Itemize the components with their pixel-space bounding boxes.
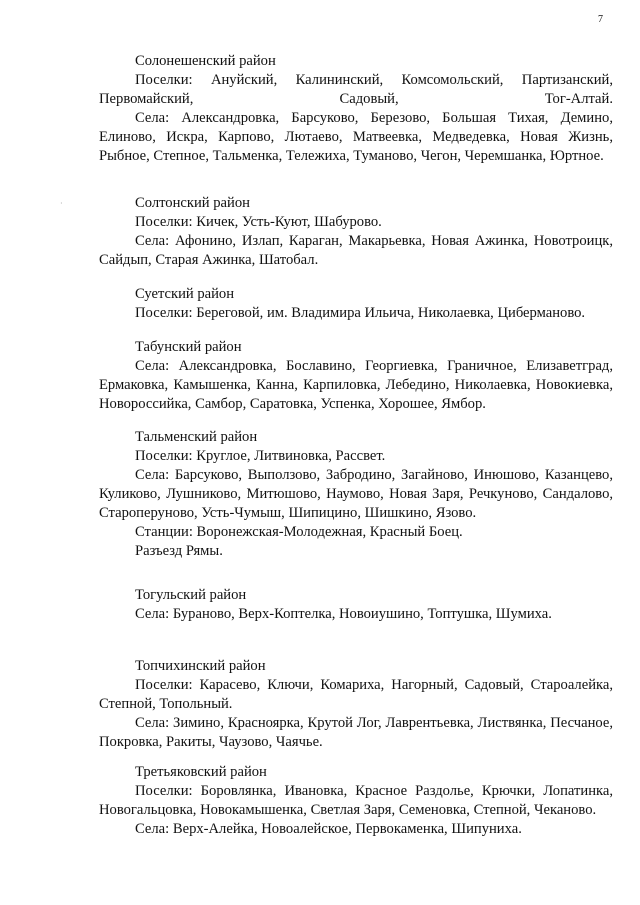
paragraph-settlements: Поселки: Ануйский, Калининский, Комсомольский, Партизанский, Первомайский, Садовый, Тог-Алтай.: [99, 72, 613, 107]
paragraph-settlements: Поселки: Боровлянка, Ивановка, Красное Раздолье, Крючки, Лопатинка, Новогальцовка, Новокамышенка, Светлая Заря, Семеновка, Степной, Чеканово.: [99, 783, 613, 818]
section-title: Суетский район: [135, 286, 235, 302]
section-topchikhinsky: [99, 657, 613, 752]
paragraph-settlements: Поселки: Круглое, Литвиновка, Рассвет.: [135, 448, 386, 464]
paragraph-villages: Села: Барсуково, Выползово, Забродино, Загайново, Инюшово, Казанцево, Куликово, Лушниково, Митюшово, Наумово, Новая Заря, Речкуново, Сандалово, Староперуново, Усть-Чумыш, Шипицино, Шишкино, Язово.: [99, 467, 614, 521]
paragraph-villages: Села: Александровка, Барсуково, Березово, Большая Тихая, Демино, Елиново, Искра, Карпово, Лютаево, Матвеевка, Медведевка, Новая Жизнь, Рыбное, Степное, Тальменка, Тележиха, Туманово, Чегон, Черемшанка, Юртное.: [99, 110, 613, 164]
margin-mark: ·: [60, 199, 63, 208]
section-talmensky: [99, 428, 613, 561]
paragraph-settlements: Поселки: Карасево, Ключи, Комариха, Нагорный, Садовый, Староалейка, Степной, Топольный.: [99, 677, 613, 712]
section-title: Табунский район: [135, 339, 242, 355]
section-title: Солтонский район: [135, 195, 250, 211]
paragraph-junctions: Разъезд Рямы.: [135, 543, 223, 559]
section-soltonsky: [99, 194, 613, 270]
paragraph-villages: Села: Зимино, Красноярка, Крутой Лог, Лаврентьевка, Листвянка, Песчаное, Покровка, Ракиты, Чаузово, Чаячье.: [99, 715, 613, 750]
paragraph-villages: Села: Александровка, Бославино, Георгиевка, Граничное, Елизаветград, Ермаковка, Камышенка, Канна, Карпиловка, Лебедино, Николаевка, Новокиевка, Новороссийка, Самбор, Саратовка, Успенка, Хорошее, Ямбор.: [99, 358, 613, 412]
section-title: Солонешенский район: [135, 53, 276, 69]
section-title: Топчихинский район: [135, 658, 266, 674]
paragraph-villages: Села: Афонино, Излап, Караган, Макарьевка, Новая Ажинка, Новотроицк, Сайдып, Старая Ажинка, Шатобал.: [99, 233, 613, 268]
section-title: Третьяковский район: [135, 764, 267, 780]
section-tretyakovsky: [99, 763, 613, 839]
paragraph-stations: Станции: Воронежская-Молодежная, Красный Боец.: [135, 524, 463, 540]
paragraph-settlements: Поселки: Береговой, им. Владимира Ильича, Николаевка, Циберманово.: [135, 305, 586, 321]
section-title: Тогульский район: [135, 587, 247, 603]
section-solonechensky: [99, 52, 613, 166]
page-number: 7: [598, 14, 603, 25]
section-togulsky: [99, 586, 613, 624]
section-title: Тальменский район: [135, 429, 258, 445]
paragraph-villages: Села: Бураново, Верх-Коптелка, Новоиушино, Топтушка, Шумиха.: [135, 606, 552, 622]
section-suetsky: [99, 285, 613, 323]
paragraph-settlements: Поселки: Кичек, Усть-Куют, Шабурово.: [135, 214, 382, 230]
section-tabunsky: [99, 338, 613, 414]
paragraph-villages: Села: Верх-Алейка, Новоалейское, Первокаменка, Шипуниха.: [135, 821, 522, 837]
